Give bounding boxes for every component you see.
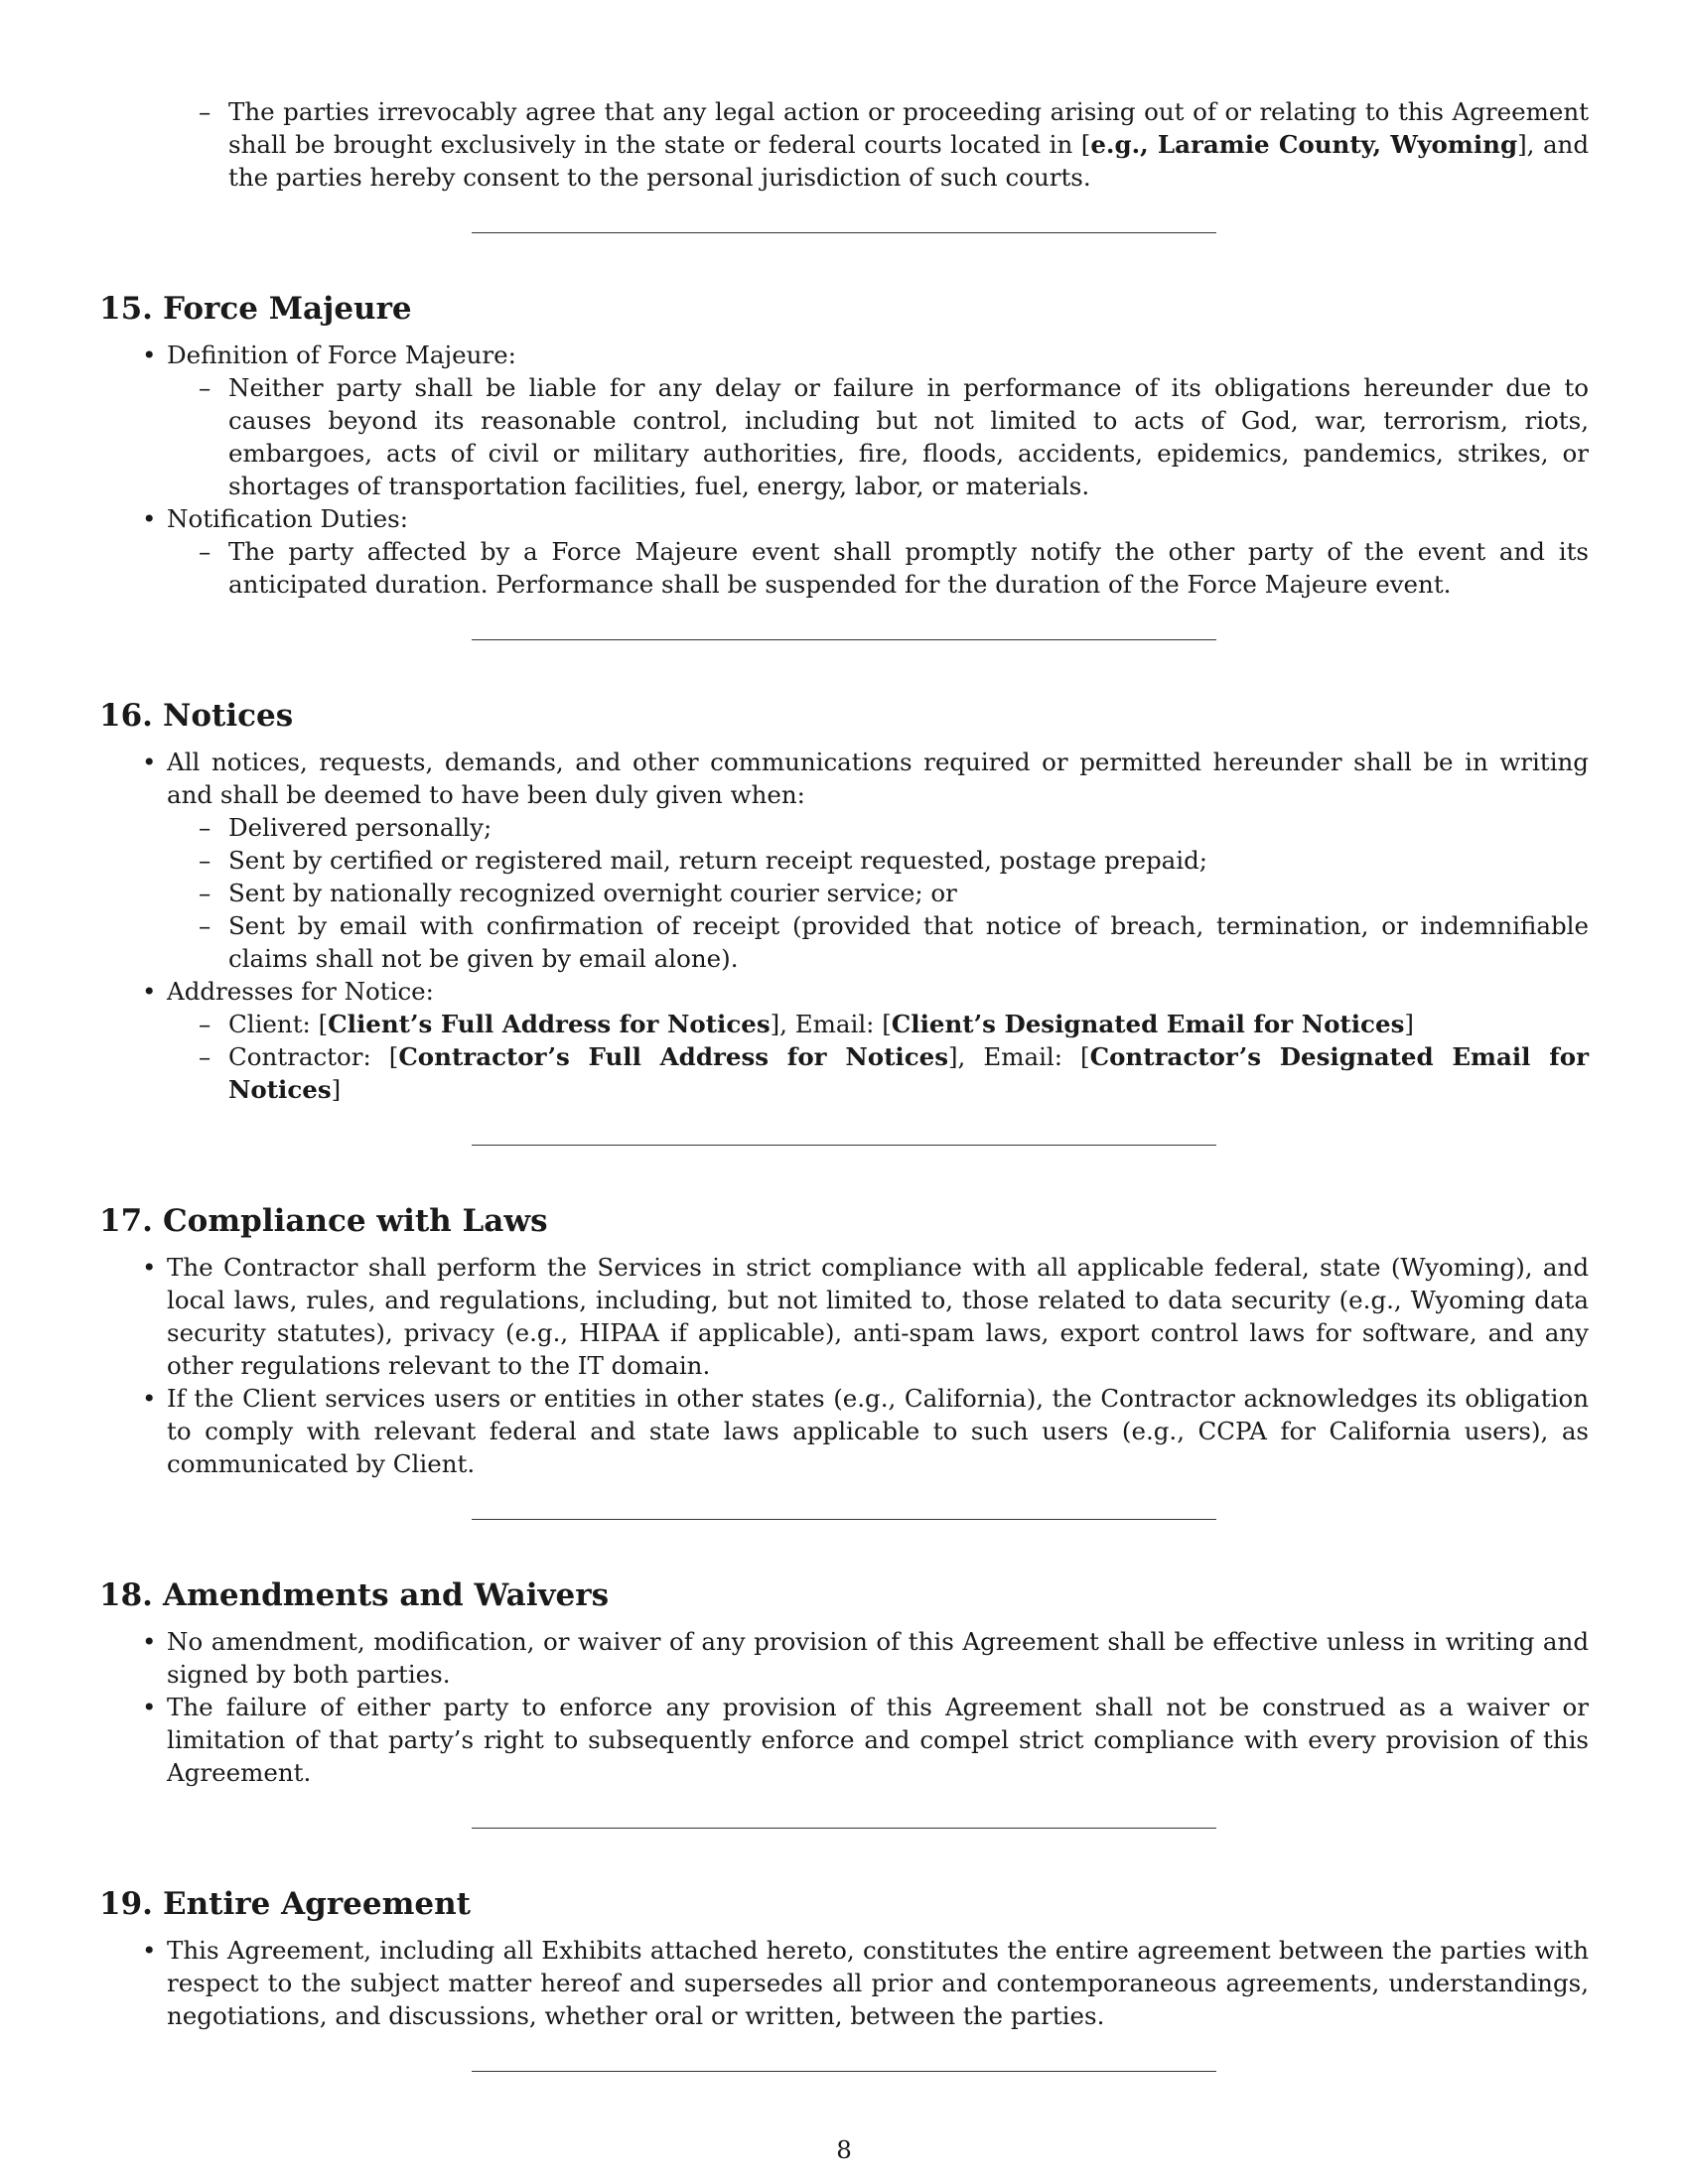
client-address-item: – Client: [Client’s Full Address for Notices], Email: [Client’s Designated Email for Notices] (99, 1008, 1589, 1040)
section-divider (472, 2071, 1216, 2072)
section-heading-16: 16. Notices (99, 698, 294, 734)
list-item: – Sent by email with confirmation of receipt (provided that notice of breach, termination, or indemnifiable claims shall not be given by email alone). (99, 909, 1589, 975)
list-item: • Definition of Force Majeure: (99, 339, 1589, 371)
list-item: – Sent by certified or registered mail, return receipt requested, postage prepaid; (99, 844, 1589, 877)
list-item: – Sent by nationally recognized overnight courier service; or (99, 877, 1589, 909)
contractor-address-item: – Contractor: [Contractor’s Full Address for Notices], Email: [Contractor’s Designated Email for Notices] (99, 1040, 1589, 1106)
list-item: – Neither party shall be liable for any delay or failure in performance of its obligations hereunder due to causes beyond its reasonable control, including but not limited to acts of God, war, terrorism, riots, embargoes, acts of civil or military authorities, fire, floods, accidents, epidemics, pandemics, strikes, or shortages of transportation facilities, fuel, energy, labor, or materials. (99, 371, 1589, 502)
document-page (99, 95, 1589, 2072)
list-item: • The Contractor shall perform the Services in strict compliance with all applicable federal, state (Wyoming), and local laws, rules, and regulations, including, but not limited to, those related to data security (e.g., Wyoming data security statutes), privacy (e.g., HIPAA if applicable), anti-spam laws, export control laws for software, and any other regulations relevant to the IT domain. (99, 1251, 1589, 1382)
jurisdiction-clause: – The parties irrevocably agree that any legal action or proceeding arising out of or relating to this Agreement shall be brought exclusively in the state or federal courts located in [e.g., Laramie County, Wyoming], and the parties hereby consent to the personal jurisdiction of such courts. (99, 95, 1589, 194)
section-heading-17: 17. Compliance with Laws (99, 1203, 548, 1239)
list-item: • The failure of either party to enforce any provision of this Agreement shall not be construed as a waiver or limitation of that party’s right to subsequently enforce and compel strict compliance with every provision of this Agreement. (99, 1691, 1589, 1789)
list-item: • All notices, requests, demands, and other communications required or permitted hereunder shall be in writing and shall be deemed to have been duly given when: (99, 746, 1589, 811)
list-item: • No amendment, modification, or waiver of any provision of this Agreement shall be effective unless in writing and signed by both parties. (99, 1625, 1589, 1691)
section-heading-18: 18. Amendments and Waivers (99, 1577, 610, 1613)
page-number: 8 (836, 2135, 852, 2164)
section-heading-15: 15. Force Majeure (99, 291, 412, 327)
list-item: • Addresses for Notice: (99, 975, 1589, 1008)
list-item: – Delivered personally; (99, 811, 1589, 844)
list-item: – The party affected by a Force Majeure event shall promptly notify the other party of the event and its anticipated duration. Performance shall be suspended for the duration of the Force Majeure event. (99, 535, 1589, 601)
list-item: • If the Client services users or entities in other states (e.g., California), the Contractor acknowledges its obligation to comply with relevant federal and state laws applicable to such users (e.g., CCPA for California users), as communicated by Client. (99, 1382, 1589, 1480)
venue-placeholder: e.g., Laramie County, Wyoming (1090, 130, 1518, 159)
section-heading-19: 19. Entire Agreement (99, 1886, 471, 1922)
list-item: • This Agreement, including all Exhibits attached hereto, constitutes the entire agreement between the parties with respect to the subject matter hereof and supersedes all prior and contemporaneous agreements, understandings, negotiations, and discussions, whether oral or written, between the parties. (99, 1934, 1589, 2032)
list-item: • Notification Duties: (99, 502, 1589, 535)
